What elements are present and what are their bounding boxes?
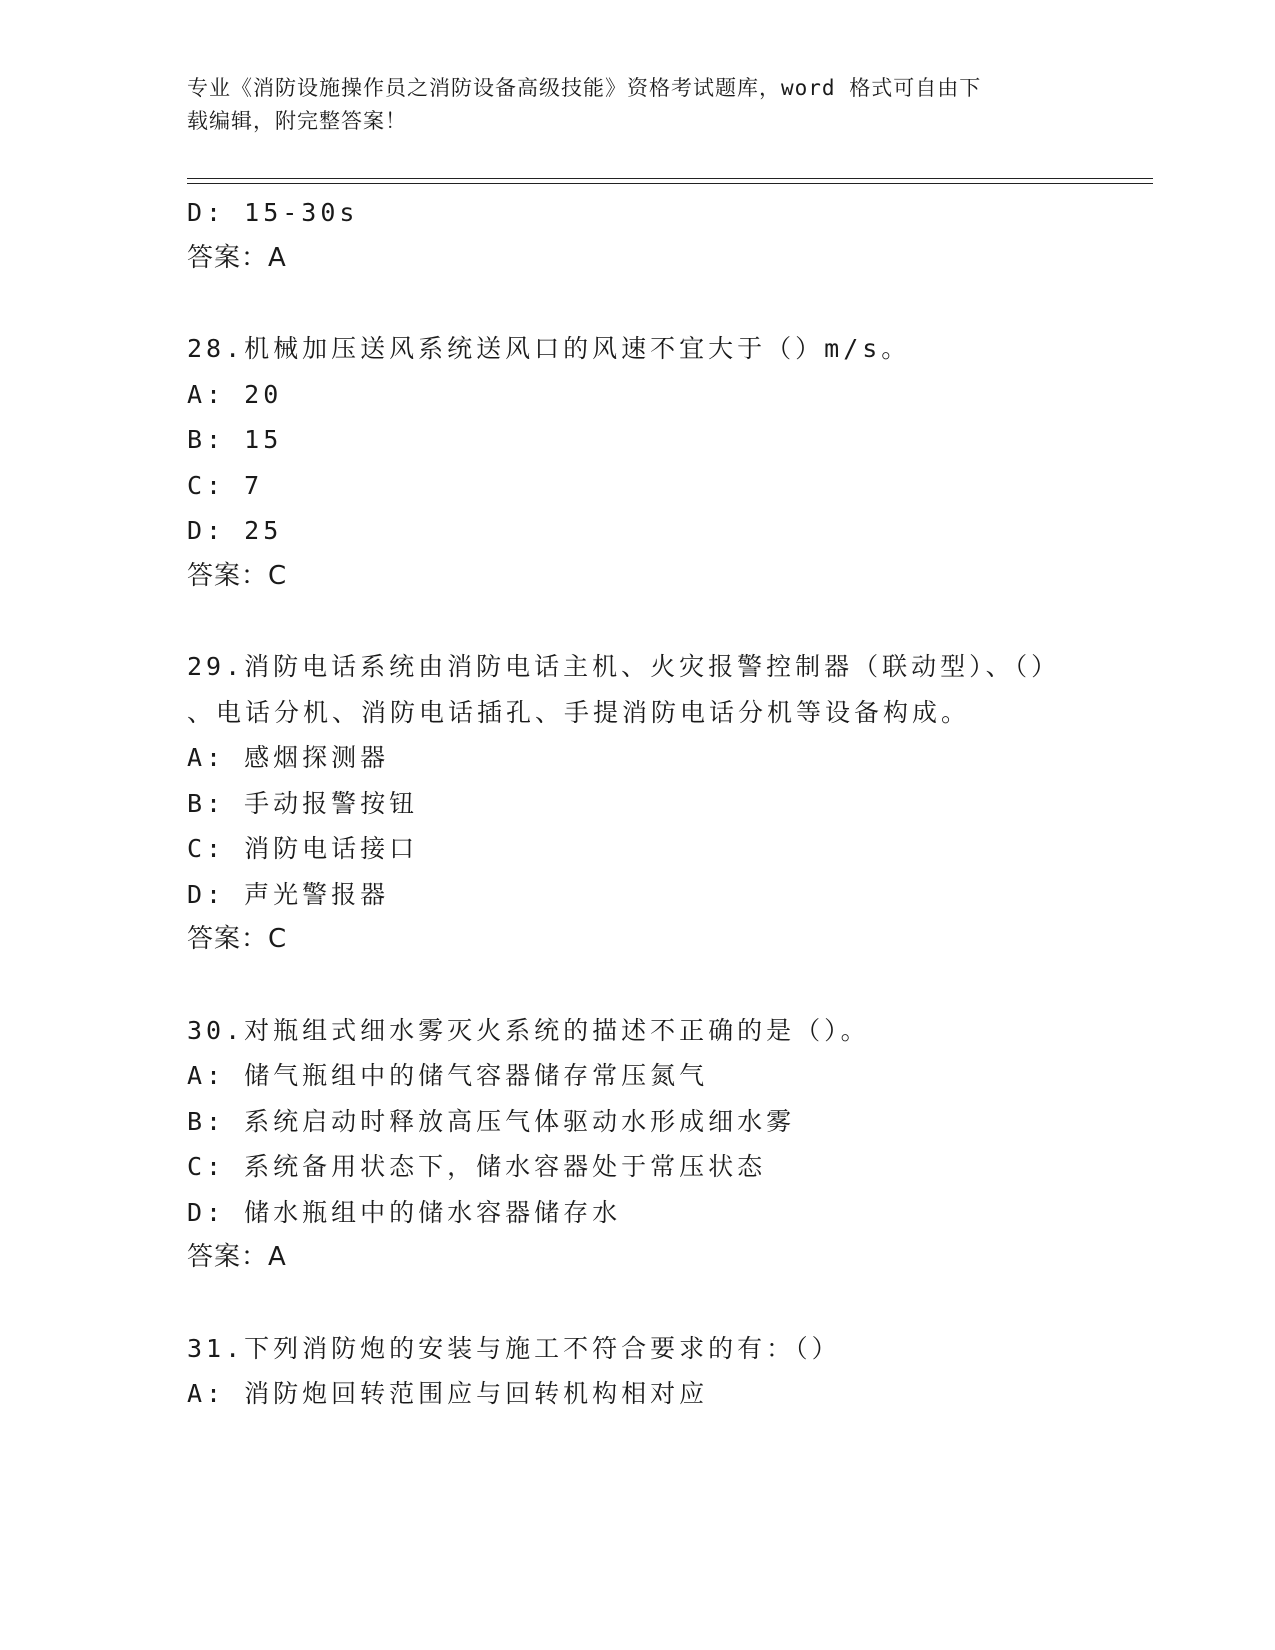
question-30: [187, 1008, 1087, 1281]
answer-line: 答案：A: [187, 1242, 287, 1272]
question-title-line-2: 、电话分机、消防电话插孔、手提消防电话分机等设备构成。: [187, 697, 971, 727]
header-line-2: 载编辑，附完整答案！: [187, 109, 407, 133]
header-divider-bottom: [187, 183, 1153, 184]
option-c: C: 系统备用状态下，储水容器处于常压状态: [187, 1152, 767, 1181]
answer-line: 答案：A: [187, 242, 287, 273]
spacer: [187, 963, 1087, 1008]
option-c: C: 消防电话接口: [187, 834, 419, 863]
question-29: [187, 644, 1087, 963]
option-d: D: 声光警报器: [187, 879, 390, 909]
answer-line: 答案：C: [187, 560, 288, 591]
option-a: A: 20: [187, 379, 283, 409]
question-title: 30.对瓶组式细水雾灭火系统的描述不正确的是（）。: [187, 1015, 870, 1045]
option-a: A: 感烟探测器: [187, 743, 390, 772]
option-d: D: 25: [187, 516, 283, 545]
spacer: [187, 1281, 1087, 1326]
question-28: [187, 326, 1087, 599]
question-list: [187, 190, 1087, 1417]
question-31: [187, 1326, 1087, 1417]
header-line-1: 专业《消防设施操作员之消防设备高级技能》资格考试题库，word 格式可自由下: [187, 76, 982, 100]
option-b: B: 系统启动时释放高压气体驱动水形成细水雾: [187, 1106, 796, 1136]
spacer: [187, 599, 1087, 644]
option-d: D: 15-30s: [187, 198, 359, 227]
option-b: B: 手动报警按钮: [187, 788, 419, 818]
question-title: 31.下列消防炮的安装与施工不符合要求的有：（）: [187, 1333, 841, 1363]
spacer: [187, 281, 1087, 326]
option-a: A: 储气瓶组中的储气容器储存常压氮气: [187, 1061, 709, 1090]
option-d: D: 储水瓶组中的储水容器储存水: [187, 1197, 622, 1227]
answer-line: 答案：C: [187, 924, 288, 954]
question-title: 28.机械加压送风系统送风口的风速不宜大于（）m/s。: [187, 334, 911, 363]
option-b: B: 15: [187, 425, 283, 454]
header-divider-top: [187, 178, 1153, 179]
document-header: [187, 72, 1087, 138]
option-c: C: 7: [187, 470, 264, 500]
previous-question-tail: [187, 190, 1087, 281]
question-title-line-1: 29.消防电话系统由消防电话主机、火灾报警控制器（联动型）、（）: [187, 652, 1061, 681]
option-a: A: 消防炮回转范围应与回转机构相对应: [187, 1379, 709, 1408]
